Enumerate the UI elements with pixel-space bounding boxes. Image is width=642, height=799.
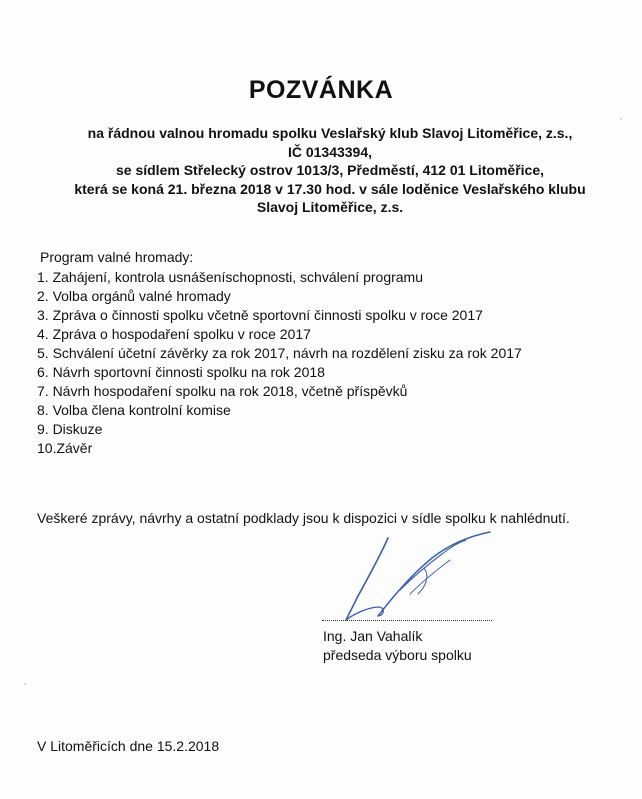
program-item: 1. Zahájení, kontrola usnášeníschopnosti, schválení programu xyxy=(37,269,424,285)
program-item: 6. Návrh sportovní činnosti spolku na rok 2018 xyxy=(37,364,325,380)
signatory-block xyxy=(323,627,472,665)
header-line: Slavoj Litoměřice, z.s. xyxy=(256,199,404,215)
program-item: 3. Zpráva o činnosti spolku včetně sportovní činnosti spolku v roce 2017 xyxy=(37,307,483,323)
program-list xyxy=(37,268,522,458)
program-item: 9. Diskuze xyxy=(37,421,103,437)
scan-speck xyxy=(24,683,26,685)
signatory-name: Ing. Jan Vahalík xyxy=(323,628,423,644)
document-title: POZVÁNKA xyxy=(248,76,394,104)
header-line: která se koná 21. března 2018 v 17.30 hod. v sále loděnice Veslařského klubu xyxy=(74,180,586,197)
scan-speck xyxy=(620,118,622,120)
invitation-header xyxy=(40,124,620,217)
program-item: 2. Volba orgánů valné hromady xyxy=(37,288,231,304)
header-line: IČ 01343394, xyxy=(287,143,373,160)
program-heading: Program valné hromady: xyxy=(40,249,194,265)
program-item: 10.Závěr xyxy=(37,440,93,456)
program-item: 4. Zpráva o hospodaření spolku v roce 2017 xyxy=(37,326,311,342)
signatory-role: předseda výboru spolku xyxy=(323,647,472,663)
program-item: 5. Schválení účetní závěrky za rok 2017, návrh na rozdělení zisku za rok 2017 xyxy=(37,345,522,361)
header-line: se sídlem Střelecký ostrov 1013/3, Předměstí, 412 01 Litoměřice, xyxy=(115,162,544,178)
handwritten-signature xyxy=(340,528,510,628)
program-item: 8. Volba člena kontrolní komise xyxy=(37,402,231,418)
signature-line xyxy=(322,620,492,621)
header-line: na řádnou valnou hromadu spolku Veslařský klub Slavoj Litoměřice, z.s., xyxy=(87,125,573,141)
program-item: 7. Návrh hospodaření spolku na rok 2018, včetně příspěvků xyxy=(37,383,408,399)
documents-note: Veškeré zprávy, návrhy a ostatní podklady jsou k dispozici v sídle spolku k nahlédnutí. xyxy=(37,510,570,526)
place-and-date: V Litoměřicích dne 15.2.2018 xyxy=(37,738,220,754)
